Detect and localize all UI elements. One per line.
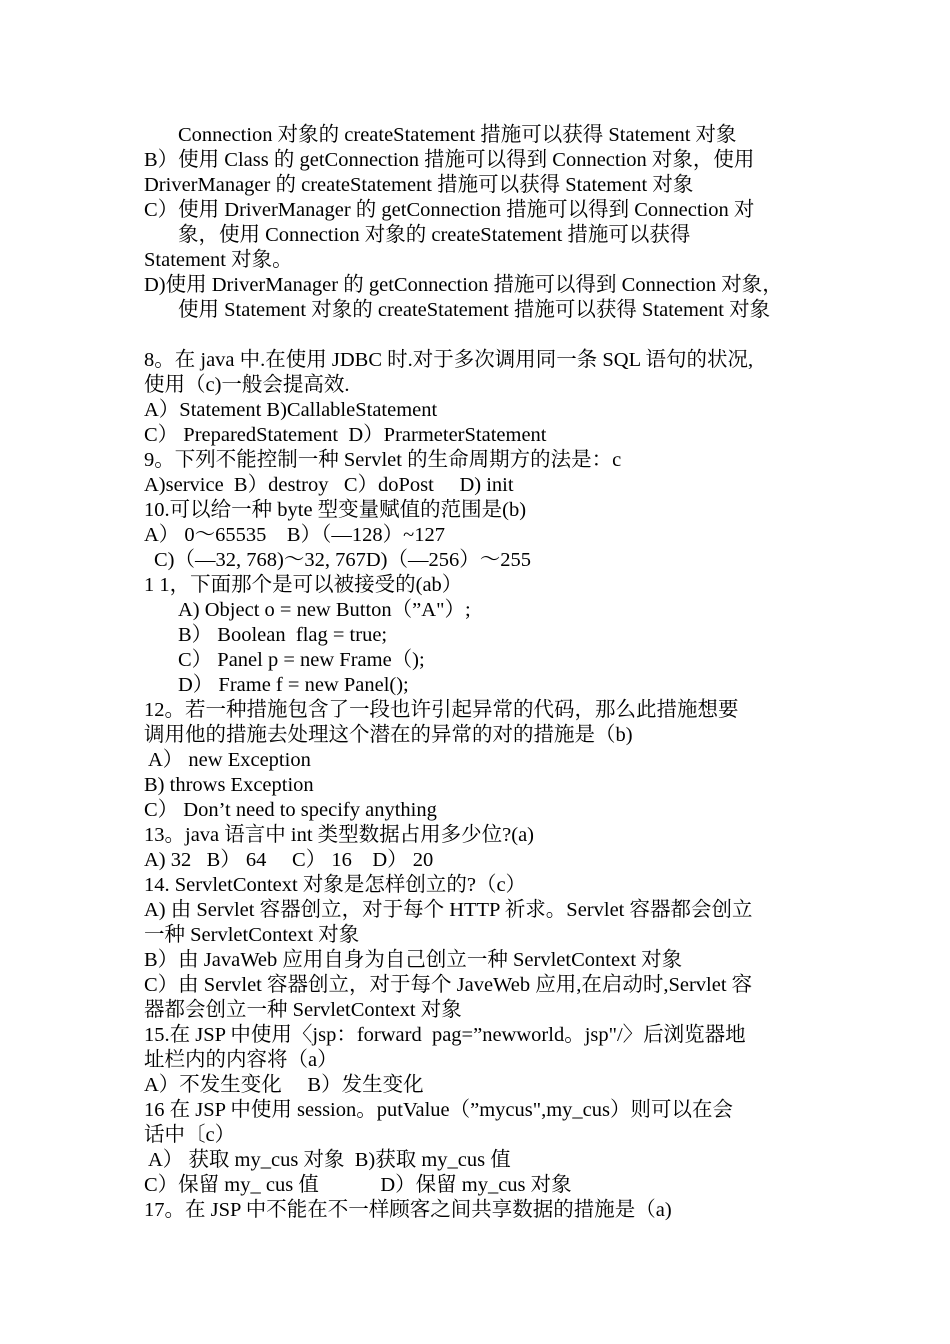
text-line: A） new Exception: [148, 749, 311, 771]
text-line: A）Statement B)CallableStatement: [144, 399, 438, 421]
text-line: 址栏内的内容将（a）: [144, 1049, 338, 1071]
text-line: B） Boolean flag = true;: [178, 624, 388, 646]
text-line: A）不发生变化 B）发生变化: [144, 1074, 424, 1096]
text-line: 器都会创立一种 ServletContext 对象: [144, 999, 462, 1021]
text-line: 12。若一种措施包含了一段也许引起异常的代码，那么此措施想要: [144, 699, 739, 721]
text-line: B）由 JavaWeb 应用自身为自己创立一种 ServletContext 对象: [144, 949, 683, 971]
text-line: A） 获取 my_cus 对象 B)获取 my_cus 值: [148, 1149, 511, 1171]
text-line: 13。java 语言中 int 类型数据占用多少位?(a): [144, 824, 535, 846]
text-line: 象，使用 Connection 对象的 createStatement 措施可以获得: [178, 224, 691, 246]
text-line: A) 32 B） 64 C） 16 D） 20: [144, 849, 434, 871]
text-line: D） Frame f = new Panel();: [178, 674, 409, 696]
blank-line: [0, 323, 950, 348]
text-line: 10.可以给一种 byte 型变量赋值的范围是(b): [144, 499, 527, 521]
text-line: 使用 Statement 对象的 createStatement 措施可以获得 Statement 对象: [178, 299, 771, 321]
text-line: 使用（c)一般会提高效.: [144, 374, 350, 396]
text-line: 17。在 JSP 中不能在不一样顾客之间共享数据的措施是（a): [144, 1199, 672, 1221]
text-line: 1 1，下面那个是可以被接受的(ab）: [144, 574, 463, 596]
text-line: 话中〔c）: [144, 1124, 236, 1146]
text-line: D)使用 DriverManager 的 getConnection 措施可以得到 Connection 对象，: [144, 274, 783, 296]
text-line: C)（—32, 768)～32, 767D)（—256）～255: [154, 549, 531, 571]
text-line: C） PreparedStatement D）PrarmeterStatement: [144, 424, 547, 446]
text-line: 16 在 JSP 中使用 session。putValue（”mycus",my_cus）则可以在会: [144, 1099, 734, 1121]
text-line: C）由 Servlet 容器创立，对于每个 JaveWeb 应用,在启动时,Servlet 容: [144, 974, 753, 996]
text-line: Connection 对象的 createStatement 措施可以获得 Statement 对象: [178, 124, 737, 146]
document-body: [0, 123, 950, 1223]
text-line: 14. ServletContext 对象是怎样创立的?（c）: [144, 874, 527, 896]
text-line: A) 由 Servlet 容器创立，对于每个 HTTP 祈求。Servlet 容器都会创立: [144, 899, 753, 921]
text-line: A)service B）destroy C）doPost D) init: [144, 474, 514, 496]
text-line: B）使用 Class 的 getConnection 措施可以得到 Connection 对象，使用: [144, 149, 755, 171]
text-line: 8。在 java 中.在使用 JDBC 时.对于多次调用同一条 SQL 语句的状况,: [144, 349, 754, 371]
text-line: B) throws Exception: [144, 774, 314, 796]
text-line: A) Object o = new Button（”A"）;: [178, 599, 471, 621]
text-line: A） 0～65535 B）（—128）~127: [144, 524, 445, 546]
text-line: 调用他的措施去处理这个潜在的异常的对的措施是（b): [144, 724, 633, 746]
text-line: 9。下列不能控制一种 Servlet 的生命周期方的法是：c: [144, 449, 622, 471]
text-line: C）使用 DriverManager 的 getConnection 措施可以得到 Connection 对: [144, 199, 755, 221]
text-line: 一种 ServletContext 对象: [144, 924, 360, 946]
text-line: Statement 对象。: [144, 249, 293, 271]
text-line: 15.在 JSP 中使用〈jsp：forward pag=”newworld。jsp"/〉后浏览器地: [144, 1024, 746, 1046]
text-line: C）保留 my_ cus 值 D）保留 my_cus 对象: [144, 1174, 572, 1196]
text-line: C） Don’t need to specify anything: [144, 799, 437, 821]
text-line: C） Panel p = new Frame（);: [178, 649, 425, 671]
text-line: DriverManager 的 createStatement 措施可以获得 Statement 对象: [144, 174, 694, 196]
